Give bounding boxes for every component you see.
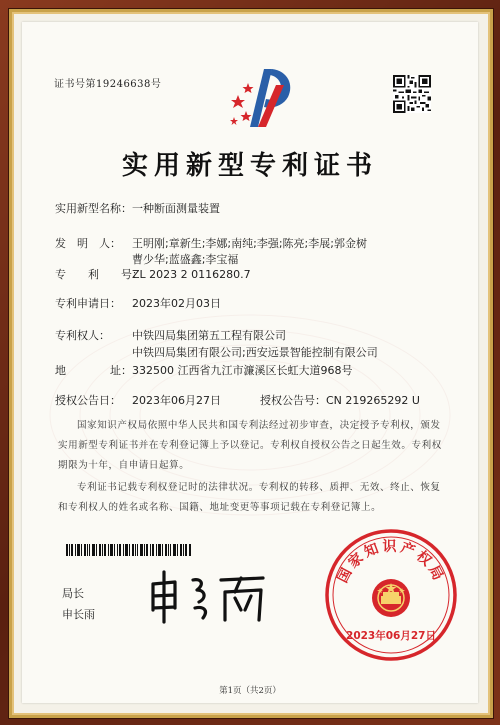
grant-date: 2023年06月27日	[132, 394, 221, 407]
grant-number-row	[260, 392, 420, 408]
cnipa-logo-icon	[228, 65, 298, 145]
grant-number: CN 219265292 U	[326, 394, 420, 407]
director-title: 局长	[62, 587, 84, 600]
address-row	[55, 362, 352, 378]
patentee-row	[55, 327, 286, 343]
utility-model-name: 一种断面测量装置	[132, 202, 220, 215]
patentee-line-2: 中铁四局集团有限公司;西安远景智能控制有限公司	[132, 346, 378, 359]
grant-number-label: 授权公告号：	[260, 394, 326, 407]
patent-number-row	[55, 266, 251, 282]
filing-date-row	[55, 295, 221, 311]
director-name: 申长雨	[62, 608, 95, 621]
grant-date-row	[55, 392, 221, 408]
inventor-line-1: 王明刚;章新生;李娜;南纯;李强;陈亮;李展;郭金树	[132, 237, 367, 250]
inventor-row	[55, 235, 367, 251]
address-label: 地 址：	[55, 364, 132, 377]
qr-code	[393, 75, 431, 113]
barcode	[66, 544, 191, 556]
patentee-line-1: 中铁四局集团第五工程有限公司	[132, 329, 286, 342]
official-seal	[322, 526, 460, 664]
filing-date: 2023年02月03日	[132, 297, 221, 310]
utility-model-name-label: 实用新型名称：	[55, 202, 132, 215]
patentee-label: 专利权人：	[55, 329, 110, 342]
address: 332500 江西省九江市濂溪区长虹大道968号	[132, 364, 353, 377]
inventor-line-2: 曹少华;蓝盛鑫;李宝福	[132, 253, 239, 266]
patent-number-label: 专 利 号：	[55, 268, 143, 281]
inventor-label: 发 明 人：	[55, 237, 121, 250]
notice-paragraph-2: 专利证书记载专利权登记时的法律状况。专利权的转移、质押、无效、终止、恢复和专利权人的姓名或名称、国籍、地址变更等事项记载在专利登记簿上。	[58, 482, 441, 513]
filing-date-label: 专利申请日：	[55, 297, 121, 310]
utility-model-name-row	[55, 200, 220, 216]
certificate-title: 实用新型专利证书	[121, 151, 378, 181]
handwritten-signature	[145, 566, 285, 626]
certificate-number: 证书号第19246638号	[54, 79, 162, 90]
patent-number: ZL 2023 2 0116280.7	[132, 268, 251, 281]
seal-date: 2023年06月27日	[346, 630, 436, 642]
svg-text:国家知识产权局: 国家知识产权局	[334, 539, 448, 586]
national-emblem-icon	[372, 579, 410, 617]
grant-date-label: 授权公告日：	[55, 394, 121, 407]
notice-paragraph-1: 国家知识产权局依照中华人民共和国专利法经过初步审查，决定授予专利权，颁发实用新型专利证书并在专利登记簿上予以登记。专利权自授权公告之日起生效。专利权期限为十年，自申请日起算。	[58, 420, 442, 471]
page-indicator: 第1页（共2页）	[219, 686, 281, 696]
